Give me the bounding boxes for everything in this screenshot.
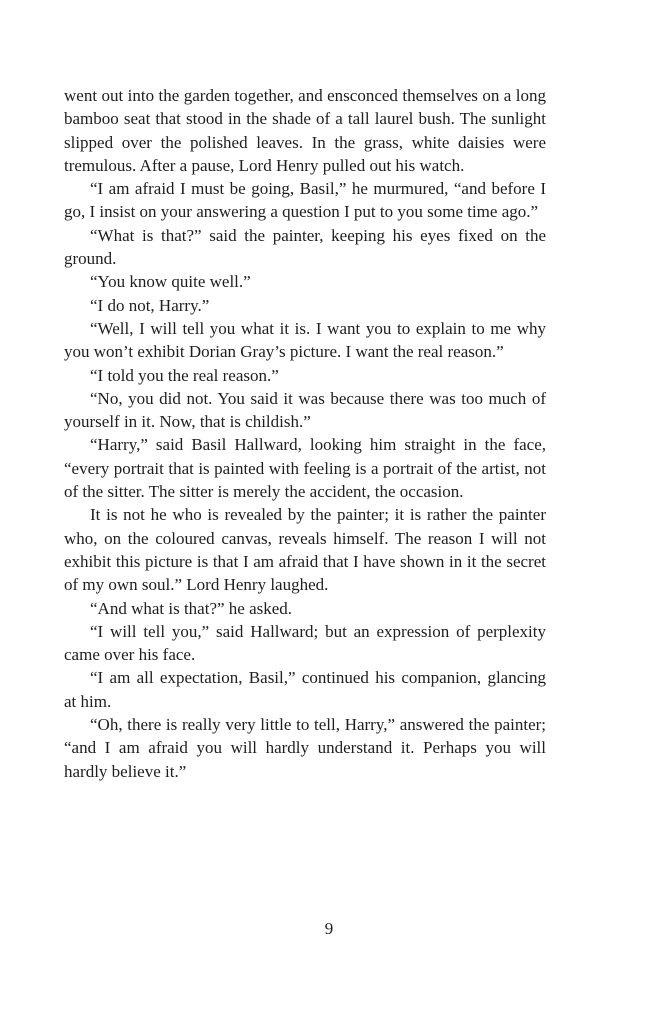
paragraph: “Oh, there is really very little to tell, Harry,” answered the painter; “and I am afraid you will hardly understand it. Perhaps you will hardly believe it.” — [64, 715, 546, 781]
paragraph: “I told you the real reason.” — [90, 365, 279, 385]
paragraph: “I am afraid I must be going, Basil,” he murmured, “and before I go, I insist on your answering a question I put to you some time ago.” — [64, 179, 546, 222]
paragraph: “I will tell you,” said Hallward; but an expression of perplexity came over his face. — [64, 621, 546, 665]
paragraph: “You know quite well.” — [90, 272, 251, 292]
paragraph: “And what is that?” he asked. — [90, 598, 293, 618]
page-body — [64, 84, 546, 783]
paragraph: went out into the garden together, and ensconced themselves on a long bamboo seat that stood in the shade of a tall laurel bush. The sunlight slipped over the polished leaves. In the grass, white daisies were tremulous. After a pause, Lord Henry pulled out his watch. — [64, 86, 546, 175]
paragraph: “What is that?” said the painter, keeping his eyes fixed on the ground. — [64, 225, 546, 269]
paragraph: It is not he who is revealed by the painter; it is rather the painter who, on the coloured canvas, reveals himself. The reason I will not exhibit this picture is that I am afraid that I have shown in it the secret of my own soul.” Lord Henry laughed. — [64, 505, 546, 595]
page-number: 9 — [324, 919, 334, 938]
paragraph: “Well, I will tell you what it is. I want you to explain to me why you won’t exhibit Dorian Gray’s picture. I want the real reason.” — [64, 318, 546, 362]
paragraph: “Harry,” said Basil Hallward, looking him straight in the face, “every portrait that is painted with feeling is a portrait of the artist, not of the sitter. The sitter is merely the accident, the occasion. — [64, 435, 546, 502]
paragraph: “I do not, Harry.” — [90, 295, 210, 315]
paragraph: “I am all expectation, Basil,” continued his companion, glancing at him. — [64, 668, 546, 711]
paragraph: “No, you did not. You said it was because there was too much of yourself in it. Now, that is childish.” — [64, 388, 546, 432]
